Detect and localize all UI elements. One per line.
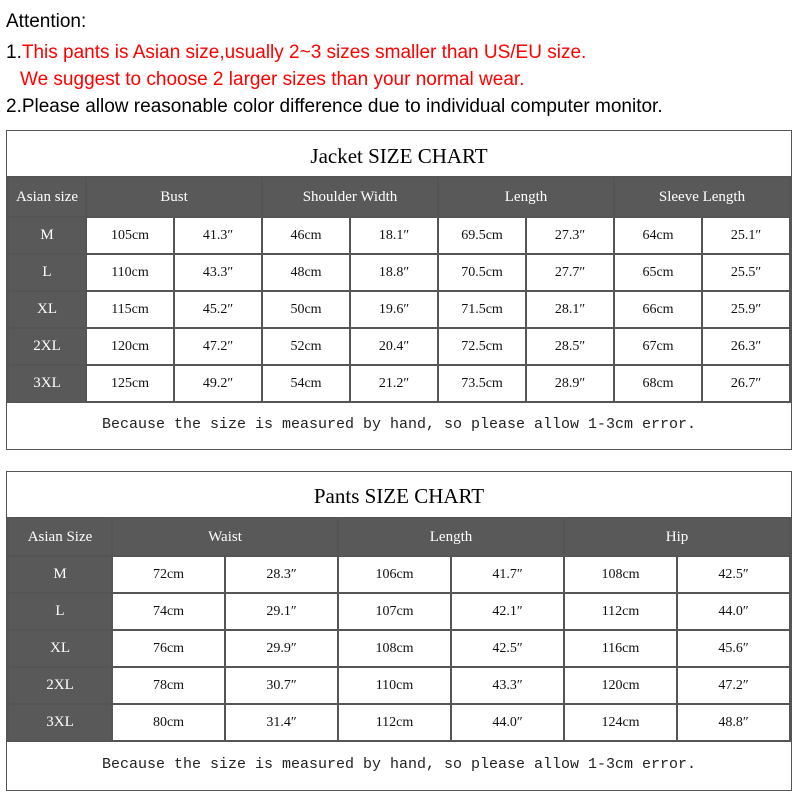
pants-measurement-cell: 110cm bbox=[338, 667, 451, 704]
pants-measurement-cell: 108cm bbox=[564, 556, 677, 593]
pants-measurement-cell: 29.9″ bbox=[225, 630, 338, 667]
attention-heading: Attention: bbox=[6, 11, 87, 32]
jacket-measurement-cell: 48cm bbox=[262, 254, 350, 291]
pants-size-table bbox=[7, 517, 791, 742]
jacket-measurement-cell: 72.5cm bbox=[438, 328, 526, 365]
pants-measurement-cell: 31.4″ bbox=[225, 704, 338, 741]
pants-measurement-cell: 28.3″ bbox=[225, 556, 338, 593]
pants-measurement-cell: 80cm bbox=[112, 704, 225, 741]
pants-measurement-cell: 74cm bbox=[112, 593, 225, 630]
pants-header-waist: Waist bbox=[112, 518, 338, 556]
jacket-measurement-cell: 125cm bbox=[86, 365, 174, 402]
jacket-measurement-note: Because the size is measured by hand, so please allow 1-3cm error. bbox=[101, 416, 697, 433]
jacket-measurement-cell: 65cm bbox=[614, 254, 702, 291]
pants-header-row bbox=[8, 518, 790, 556]
jacket-chart-title: Jacket SIZE CHART bbox=[310, 144, 488, 168]
pants-measurement-cell: 44.0″ bbox=[451, 704, 564, 741]
jacket-measurement-cell: 26.7″ bbox=[702, 365, 790, 402]
jacket-measurement-cell: 45.2″ bbox=[174, 291, 262, 328]
jacket-measurement-cell: 115cm bbox=[86, 291, 174, 328]
jacket-measurement-cell: 25.1″ bbox=[702, 217, 790, 254]
pants-measurement-cell: 107cm bbox=[338, 593, 451, 630]
jacket-size-label: XL bbox=[8, 291, 86, 328]
jacket-size-label: 2XL bbox=[8, 328, 86, 365]
pants-measurement-cell: 116cm bbox=[564, 630, 677, 667]
pants-size-label: XL bbox=[8, 630, 112, 667]
pants-size-row bbox=[8, 667, 790, 704]
pants-measurement-cell: 120cm bbox=[564, 667, 677, 704]
pants-measurement-cell: 124cm bbox=[564, 704, 677, 741]
jacket-measurement-cell: 73.5cm bbox=[438, 365, 526, 402]
pants-header-asian-size: Asian Size bbox=[8, 518, 112, 556]
pants-measurement-cell: 106cm bbox=[338, 556, 451, 593]
jacket-measurement-cell: 105cm bbox=[86, 217, 174, 254]
pants-measurement-cell: 112cm bbox=[338, 704, 451, 741]
jacket-measurement-cell: 28.1″ bbox=[526, 291, 614, 328]
pants-measurement-cell: 45.6″ bbox=[677, 630, 790, 667]
pants-measurement-cell: 30.7″ bbox=[225, 667, 338, 704]
jacket-size-chart bbox=[6, 130, 792, 450]
pants-measurement-note: Because the size is measured by hand, so please allow 1-3cm error. bbox=[101, 756, 697, 773]
jacket-size-row bbox=[8, 254, 790, 291]
jacket-measurement-cell: 69.5cm bbox=[438, 217, 526, 254]
jacket-measurement-cell: 19.6″ bbox=[350, 291, 438, 328]
jacket-measurement-cell: 46cm bbox=[262, 217, 350, 254]
jacket-size-label: L bbox=[8, 254, 86, 291]
pants-header-length: Length bbox=[338, 518, 564, 556]
pants-size-label: 2XL bbox=[8, 667, 112, 704]
jacket-measurement-cell: 18.1″ bbox=[350, 217, 438, 254]
jacket-size-row bbox=[8, 217, 790, 254]
pants-measurement-cell: 47.2″ bbox=[677, 667, 790, 704]
pants-measurement-cell: 41.7″ bbox=[451, 556, 564, 593]
jacket-measurement-cell: 67cm bbox=[614, 328, 702, 365]
jacket-size-table bbox=[7, 176, 791, 403]
jacket-measurement-cell: 71.5cm bbox=[438, 291, 526, 328]
jacket-header-row bbox=[8, 177, 790, 217]
pants-measurement-cell: 48.8″ bbox=[677, 704, 790, 741]
size-suggestion-text: We suggest to choose 2 larger sizes than your normal wear. bbox=[20, 69, 525, 90]
jacket-size-label: M bbox=[8, 217, 86, 254]
jacket-size-row bbox=[8, 328, 790, 365]
jacket-size-row bbox=[8, 365, 790, 402]
pants-size-label: 3XL bbox=[8, 704, 112, 741]
notice-line-2: 2.Please allow reasonable color difference due to individual computer monitor. bbox=[6, 96, 663, 117]
notice-line-1-number: 1. bbox=[6, 42, 22, 63]
jacket-measurement-cell: 43.3″ bbox=[174, 254, 262, 291]
jacket-measurement-cell: 66cm bbox=[614, 291, 702, 328]
pants-size-row bbox=[8, 704, 790, 741]
notice-line-1 bbox=[6, 42, 586, 64]
jacket-measurement-cell: 68cm bbox=[614, 365, 702, 402]
jacket-measurement-cell: 27.7″ bbox=[526, 254, 614, 291]
jacket-header-length: Length bbox=[438, 177, 614, 217]
jacket-measurement-cell: 64cm bbox=[614, 217, 702, 254]
pants-measurement-cell: 112cm bbox=[564, 593, 677, 630]
jacket-measurement-cell: 120cm bbox=[86, 328, 174, 365]
jacket-measurement-cell: 110cm bbox=[86, 254, 174, 291]
jacket-measurement-cell: 70.5cm bbox=[438, 254, 526, 291]
pants-size-chart bbox=[6, 471, 792, 791]
jacket-measurement-cell: 28.9″ bbox=[526, 365, 614, 402]
jacket-header-bust: Bust bbox=[86, 177, 262, 217]
jacket-header-shoulder-width: Shoulder Width bbox=[262, 177, 438, 217]
pants-size-row bbox=[8, 556, 790, 593]
pants-header-hip: Hip bbox=[564, 518, 790, 556]
jacket-header-asian-size: Asian size bbox=[8, 177, 86, 217]
jacket-measurement-cell: 47.2″ bbox=[174, 328, 262, 365]
pants-measurement-cell: 42.1″ bbox=[451, 593, 564, 630]
jacket-measurement-cell: 52cm bbox=[262, 328, 350, 365]
pants-measurement-cell: 42.5″ bbox=[451, 630, 564, 667]
jacket-header-sleeve-length: Sleeve Length bbox=[614, 177, 790, 217]
pants-measurement-cell: 78cm bbox=[112, 667, 225, 704]
jacket-size-row bbox=[8, 291, 790, 328]
pants-measurement-cell: 72cm bbox=[112, 556, 225, 593]
pants-measurement-cell: 108cm bbox=[338, 630, 451, 667]
pants-measurement-cell: 76cm bbox=[112, 630, 225, 667]
size-warning-text: This pants is Asian size,usually 2~3 sizes smaller than US/EU size. bbox=[21, 42, 587, 63]
jacket-measurement-cell: 25.9″ bbox=[702, 291, 790, 328]
jacket-measurement-cell: 25.5″ bbox=[702, 254, 790, 291]
jacket-measurement-cell: 49.2″ bbox=[174, 365, 262, 402]
pants-size-row bbox=[8, 593, 790, 630]
jacket-measurement-cell: 28.5″ bbox=[526, 328, 614, 365]
pants-measurement-cell: 29.1″ bbox=[225, 593, 338, 630]
jacket-measurement-cell: 20.4″ bbox=[350, 328, 438, 365]
jacket-measurement-cell: 50cm bbox=[262, 291, 350, 328]
jacket-measurement-cell: 54cm bbox=[262, 365, 350, 402]
pants-measurement-cell: 43.3″ bbox=[451, 667, 564, 704]
pants-size-label: L bbox=[8, 593, 112, 630]
pants-chart-title: Pants SIZE CHART bbox=[313, 484, 485, 508]
jacket-size-label: 3XL bbox=[8, 365, 86, 402]
pants-size-label: M bbox=[8, 556, 112, 593]
jacket-measurement-cell: 18.8″ bbox=[350, 254, 438, 291]
pants-measurement-cell: 42.5″ bbox=[677, 556, 790, 593]
jacket-measurement-cell: 26.3″ bbox=[702, 328, 790, 365]
pants-measurement-cell: 44.0″ bbox=[677, 593, 790, 630]
pants-size-row bbox=[8, 630, 790, 667]
jacket-measurement-cell: 27.3″ bbox=[526, 217, 614, 254]
jacket-measurement-cell: 41.3″ bbox=[174, 217, 262, 254]
jacket-measurement-cell: 21.2″ bbox=[350, 365, 438, 402]
